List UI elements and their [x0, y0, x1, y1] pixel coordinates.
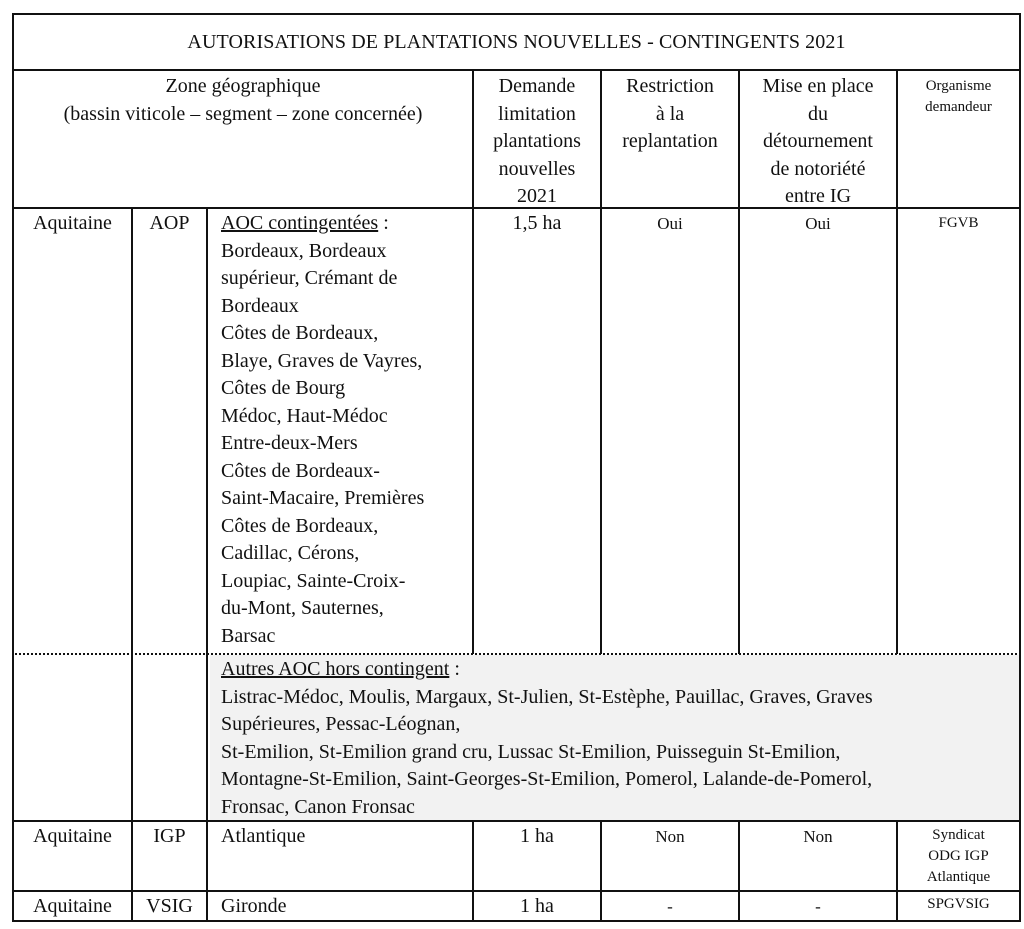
aop-zone-line: du-Mont, Sauternes,	[221, 597, 384, 619]
igp-demande: 1 ha	[520, 825, 554, 847]
border-right	[1019, 13, 1021, 922]
col-rule-1-aop	[472, 207, 474, 654]
header-organisme	[898, 76, 1019, 118]
aop-zone-line: Côtes de Bordeaux,	[221, 322, 379, 344]
header-detournement-line: détournement	[763, 130, 873, 152]
igp-organisme	[898, 825, 1019, 888]
vsig-restriction: -	[667, 897, 673, 916]
aop-zone-line: Médoc, Haut-Médoc	[221, 404, 388, 427]
aop-zone-heading-text: AOC contingentées	[221, 212, 379, 234]
header-detournement	[740, 73, 896, 211]
igp-restriction: Non	[655, 827, 685, 846]
header-zone	[14, 73, 472, 128]
vsig-detournement: -	[815, 897, 821, 916]
header-organisme-line: Organisme	[925, 78, 992, 94]
header-zone-line1: Zone géographique	[165, 75, 321, 97]
header-demande-line: limitation	[498, 102, 576, 125]
hors-contingent-heading-suffix: :	[449, 658, 460, 680]
igp-detournement: Non	[803, 827, 833, 846]
aop-zone-line: Côtes de Bordeaux-	[221, 459, 380, 482]
hors-contingent-heading-text: Autres AOC hors contingent	[221, 658, 450, 680]
igp-organisme-line: Atlantique	[926, 869, 991, 885]
header-detournement-line: de notoriété	[770, 157, 866, 180]
vsig-demande: 1 ha	[520, 895, 554, 917]
hors-contingent-line: Listrac-Médoc, Moulis, Margaux, St-Julien, St-Estèphe, Pauillac, Graves, Graves	[221, 685, 873, 708]
igp-segment: IGP	[153, 825, 186, 847]
col-rule-4-aop	[896, 207, 898, 654]
hors-contingent-line: Fronsac, Canon Fronsac	[221, 795, 415, 818]
aop-bassin: Aquitaine	[33, 212, 112, 234]
igp-bassin: Aquitaine	[33, 825, 112, 847]
aop-zone-heading-suffix: :	[378, 212, 389, 234]
aop-zone-line: Barsac	[221, 624, 276, 647]
aop-restriction: Oui	[657, 214, 683, 233]
border-left	[12, 13, 14, 922]
vsig-segment: VSIG	[146, 895, 193, 917]
aop-organisme: FGVB	[938, 215, 979, 231]
col-rule-segment	[206, 207, 208, 922]
header-detournement-line: du	[808, 102, 828, 125]
header-demande-line: 2021	[517, 185, 557, 207]
header-detournement-line: Mise en place	[762, 75, 874, 97]
aop-zone-line: Côtes de Bourg	[221, 377, 346, 399]
header-demande-line: Demande	[498, 75, 576, 97]
header-restriction-line: replantation	[622, 130, 718, 152]
header-restriction	[602, 73, 738, 156]
header-demande-line: plantations	[493, 130, 581, 152]
hors-contingent-line: Supérieures, Pessac-Léognan,	[221, 713, 461, 735]
rule-igp-vsig	[12, 890, 1021, 892]
aop-zone-line: Côtes de Bordeaux,	[221, 514, 379, 537]
header-demande-line: nouvelles	[498, 157, 576, 180]
aop-zone-line: supérieur, Crémant de	[221, 267, 398, 289]
aop-zone-line: Entre-deux-Mers	[221, 432, 358, 454]
vsig-organisme: SPGVSIG	[927, 896, 990, 912]
aop-demande: 1,5 ha	[512, 212, 562, 234]
aop-segment: AOP	[149, 212, 190, 234]
aop-zone-heading	[221, 210, 471, 238]
hors-contingent-line: Montagne-St-Emilion, Saint-Georges-St-Emilion, Pomerol, Lalande-de-Pomerol,	[221, 768, 873, 790]
header-restriction-line: à la	[655, 102, 685, 125]
rule-hors-contingent	[12, 653, 1021, 655]
aop-zone-line: Loupiac, Sainte-Croix-	[221, 569, 406, 592]
col-rule-bassin	[131, 207, 133, 922]
aop-detournement: Oui	[805, 214, 831, 233]
vsig-zone: Gironde	[221, 895, 287, 917]
igp-organisme-line: ODG IGP	[928, 848, 989, 864]
hors-contingent-line: St-Emilion, St-Emilion grand cru, Lussac St-Emilion, Puisseguin St-Emilion,	[221, 740, 841, 763]
aop-zone-line: Blaye, Graves de Vayres,	[221, 349, 423, 372]
aop-zone-line: Bordeaux, Bordeaux	[221, 239, 387, 262]
aop-zone	[221, 210, 471, 650]
igp-zone: Atlantique	[221, 825, 306, 847]
border-top	[12, 13, 1021, 15]
col-rule-2-aop	[600, 207, 602, 654]
hors-contingent	[221, 656, 1017, 821]
hors-contingent-heading	[221, 656, 1017, 684]
igp-organisme-line: Syndicat	[932, 827, 985, 843]
vsig-bassin: Aquitaine	[33, 895, 112, 917]
header-organisme-line: demandeur	[925, 99, 992, 115]
header-restriction-line: Restriction	[626, 75, 714, 97]
header-demande	[474, 73, 600, 211]
aop-zone-line: Bordeaux	[221, 294, 299, 317]
aop-zone-line: Cadillac, Cérons,	[221, 542, 360, 564]
table-title: AUTORISATIONS DE PLANTATIONS NOUVELLES - CONTINGENTS 2021	[187, 31, 846, 53]
col-rule-3-aop	[738, 207, 740, 654]
header-zone-line2: (bassin viticole – segment – zone concernée)	[63, 102, 423, 125]
header-detournement-line: entre IG	[784, 185, 852, 207]
aop-zone-line: Saint-Macaire, Premières	[221, 487, 425, 509]
rule-title	[12, 69, 1021, 71]
